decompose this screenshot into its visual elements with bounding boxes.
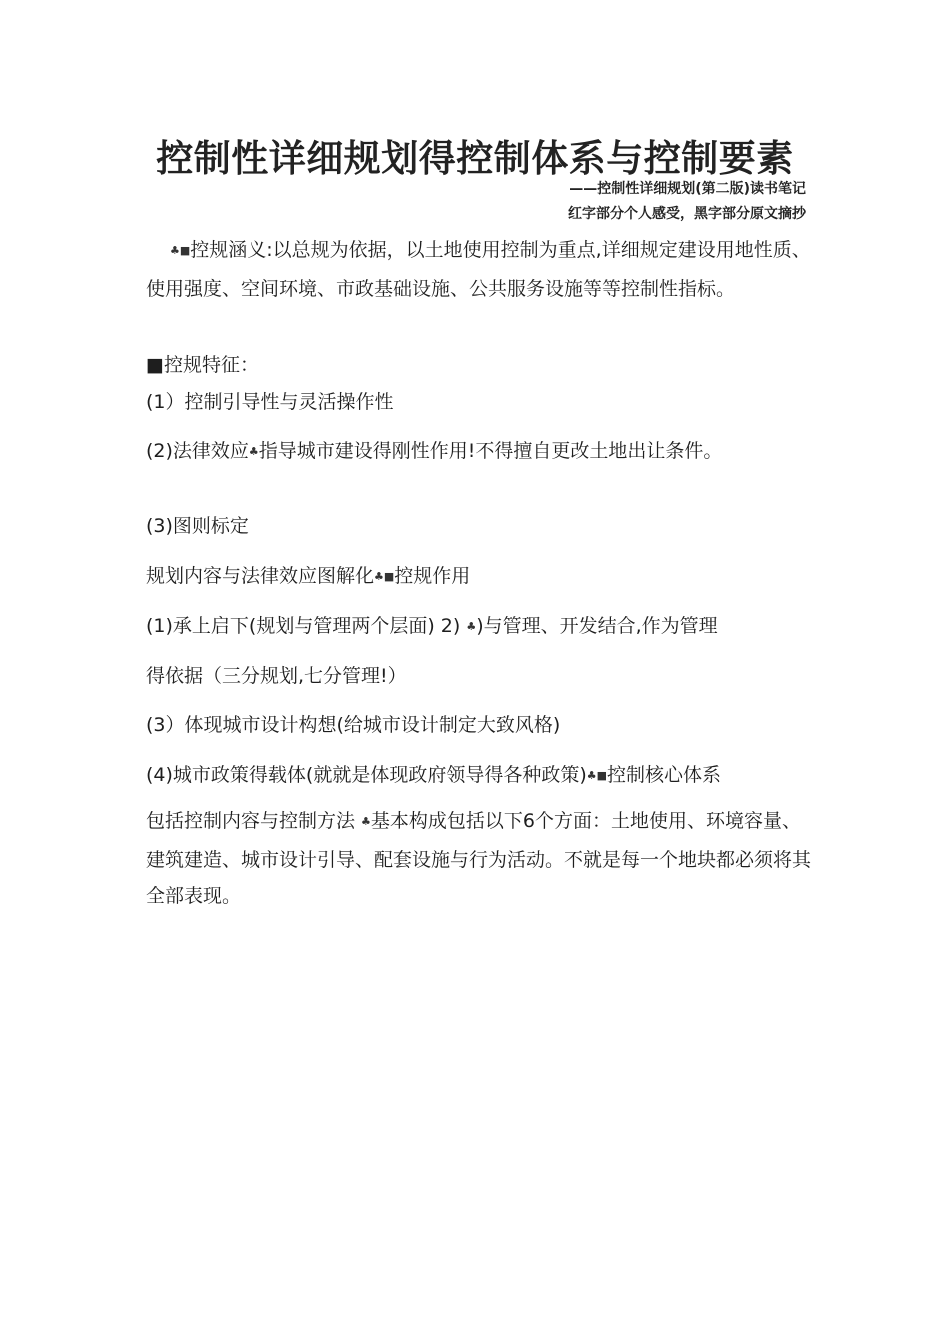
paragraph-text: 控规涵义:以总规为依据，以土地使用控制为重点,详细规定建设用地性质、使用强度、空间环境、市政基础设施、公共服务设施等等控制性指标。 — [146, 239, 811, 300]
bullet-mark: ♣■ — [374, 570, 395, 583]
document-subtitle: ——控制性详细规划(第二版)读书笔记 — [569, 181, 806, 197]
paragraph-text: 指导城市建设得刚性作用!不得擅自更改土地出让条件。 — [258, 440, 723, 462]
document-title: 控制性详细规划得控制体系与控制要素 — [156, 137, 794, 180]
paragraph-features-heading: ■控规特征： — [146, 354, 259, 376]
paragraph-text: 控规作用 — [394, 565, 471, 587]
paragraph-text: )与管理、开发结合,作为管理 — [476, 615, 718, 637]
paragraph-role-1-2 — [146, 611, 811, 638]
bullet-mark: ♣ — [248, 445, 259, 458]
bullet-mark: ♣■ — [170, 244, 191, 257]
paragraph-core-system — [146, 803, 811, 914]
bullet-mark: ♣ — [466, 620, 477, 633]
paragraph-role-2-cont: 得依据（三分规划,七分管理!） — [146, 665, 407, 687]
paragraph-text: 基本构成包括以下6个方面：土地使用、环境容量、建筑建造、城市设计引导、配套设施与行为活动。不就是每一个地块都必须将其全部表现。 — [146, 810, 812, 907]
paragraph-text: (4)城市政策得载体(就就是体现政府领导得各种政策) — [146, 764, 587, 786]
bullet-mark: ♣■ — [586, 769, 608, 782]
paragraph-role-4 — [146, 760, 811, 787]
paragraph-feature-2 — [146, 436, 811, 463]
paragraph-text: 包括控制内容与控制方法 — [146, 810, 362, 832]
paragraph-feature-3: (3)图则标定 — [146, 515, 249, 537]
bullet-mark: ♣ — [361, 815, 371, 828]
paragraph-definition — [146, 232, 811, 307]
document-note: 红字部分个人感受，黑字部分原文摘抄 — [568, 206, 806, 222]
paragraph-role-3: (3）体现城市设计构想(给城市设计制定大致风格) — [146, 714, 561, 736]
paragraph-text: 规划内容与法律效应图解化 — [146, 565, 375, 587]
paragraph-role-heading — [146, 561, 811, 588]
paragraph-text: 控制核心体系 — [607, 764, 722, 786]
paragraph-text: (2)法律效应 — [146, 440, 249, 462]
paragraph-text: (1)承上启下(规划与管理两个层面) 2) — [146, 615, 467, 637]
paragraph-feature-1: (1）控制引导性与灵活操作性 — [146, 391, 394, 413]
